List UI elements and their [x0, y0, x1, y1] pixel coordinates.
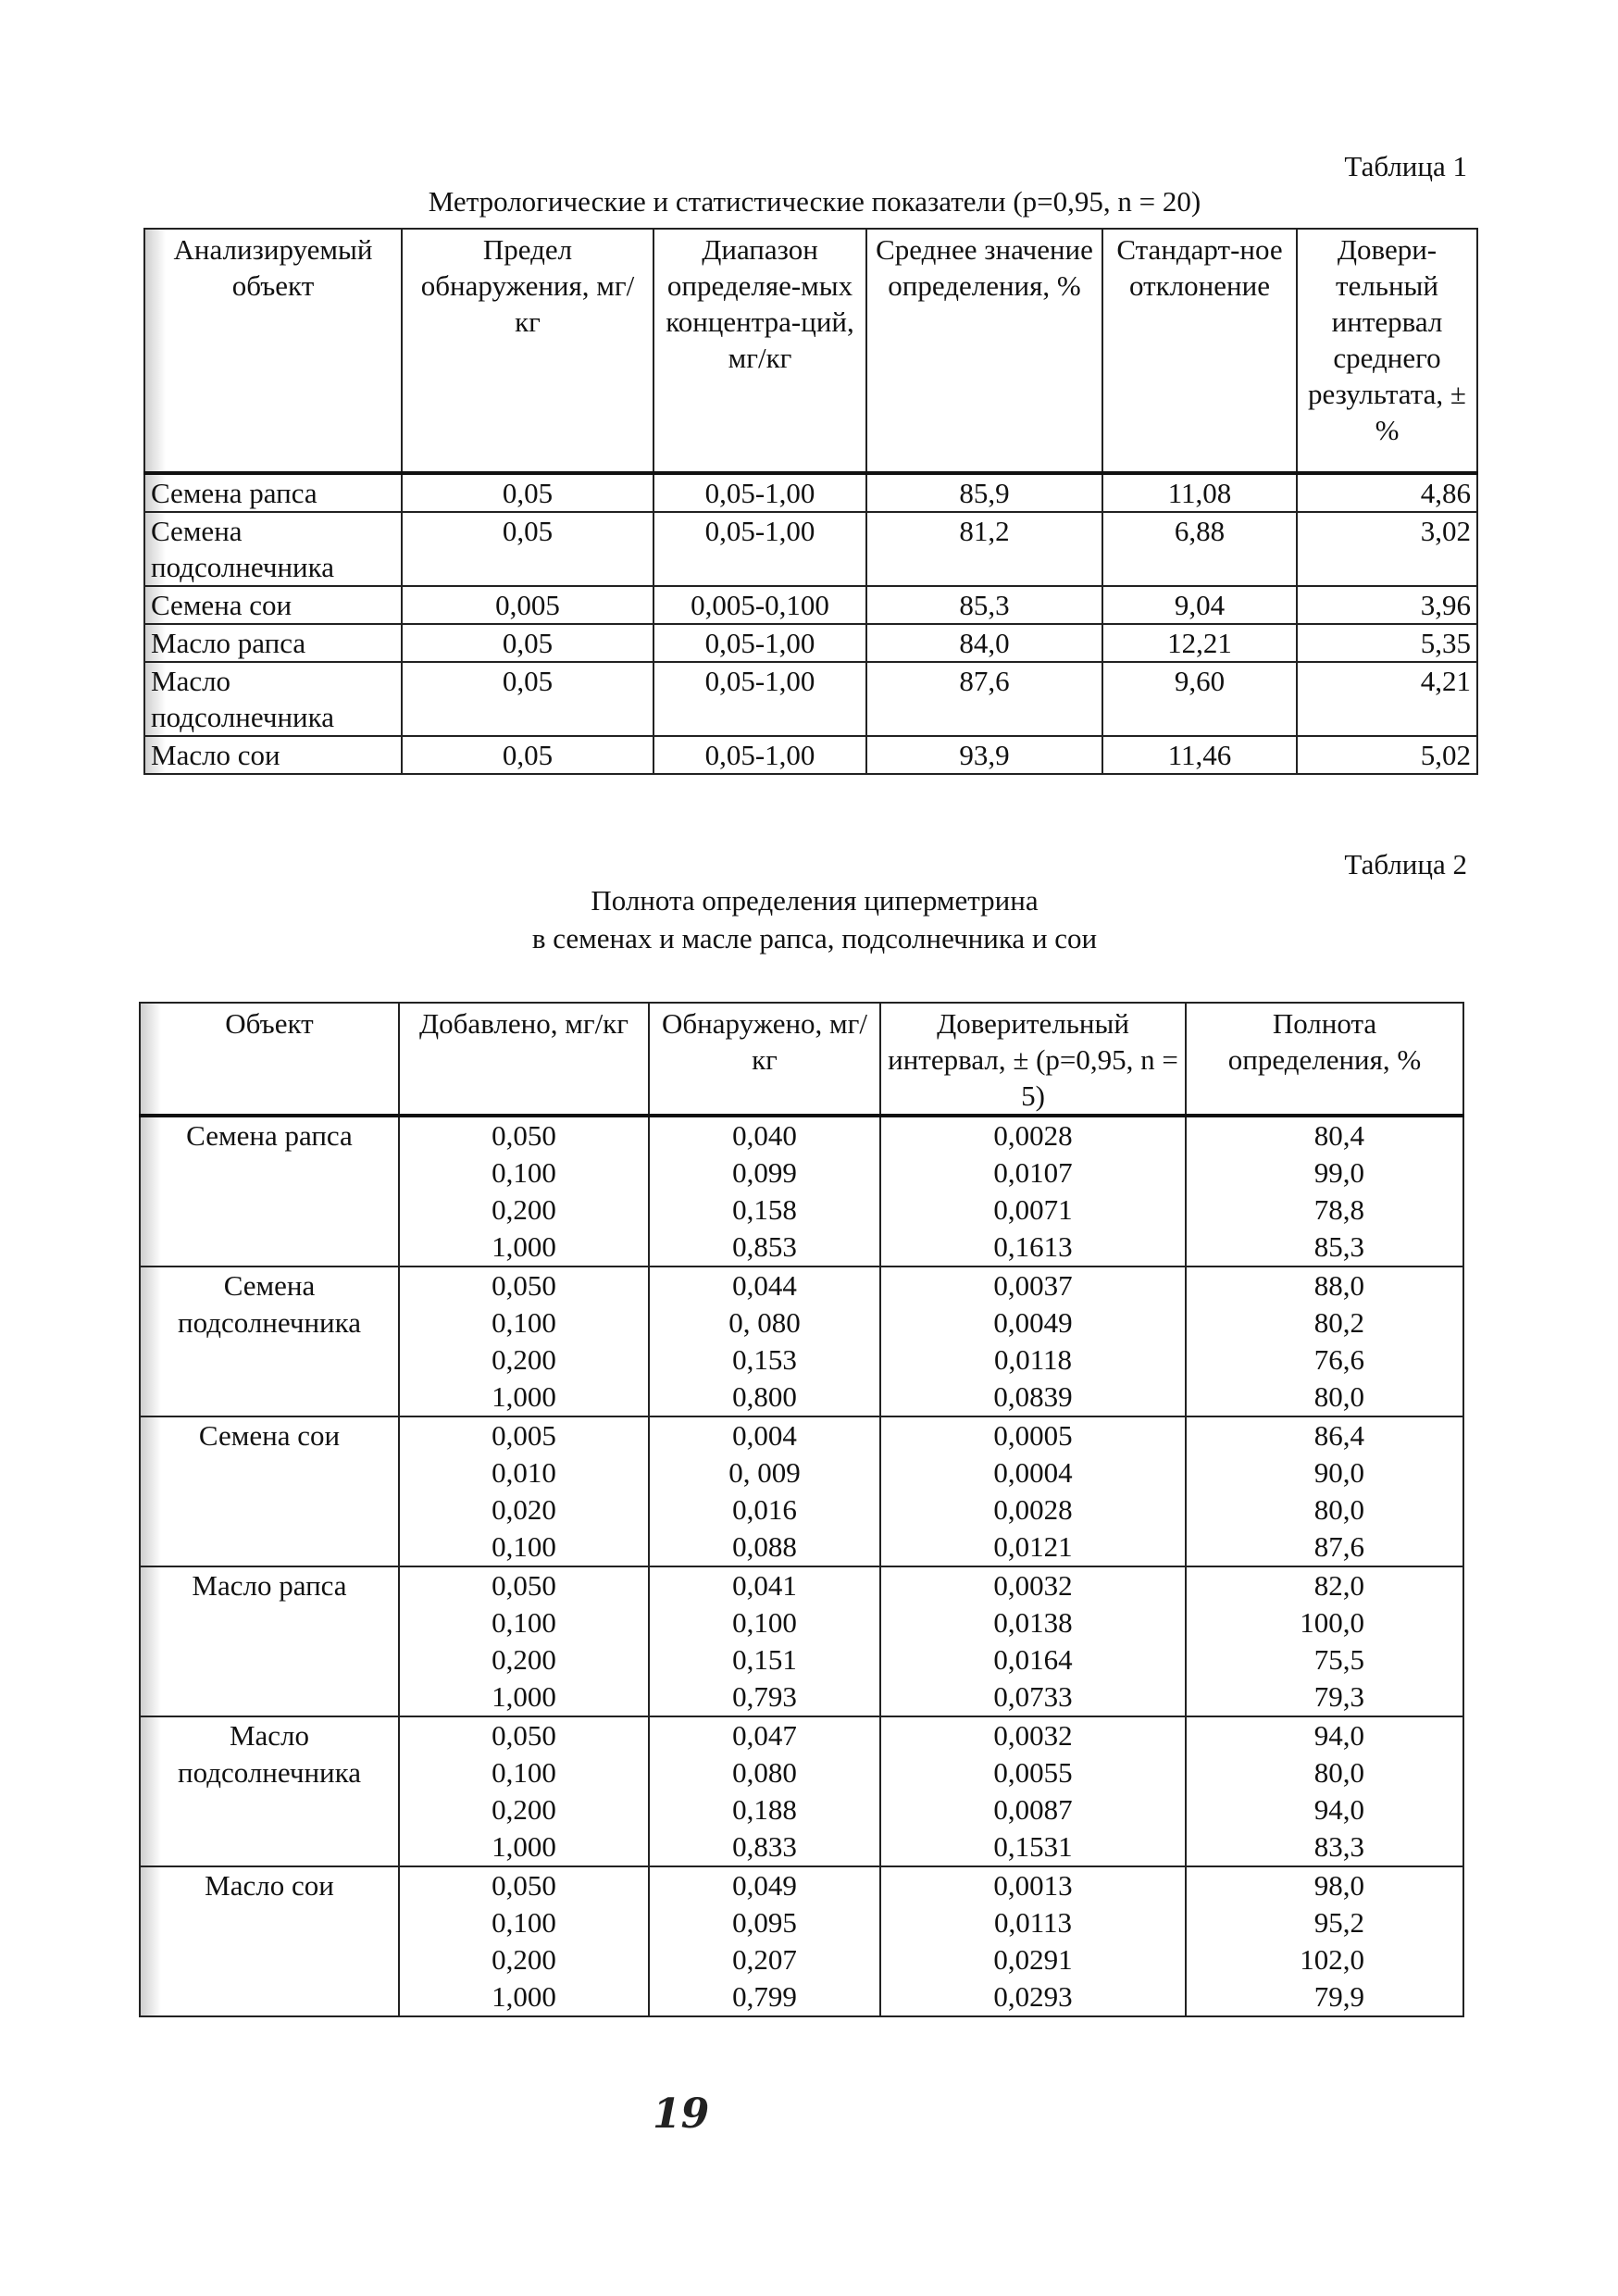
table-row — [140, 1416, 1463, 1566]
table2-body — [140, 1116, 1463, 2016]
range-cell: 0,05-1,00 — [653, 512, 866, 586]
table-row — [144, 624, 1477, 662]
table1-label: Таблица 1 — [1344, 150, 1467, 182]
value-line: 0, 080 — [728, 1306, 801, 1339]
table2 — [139, 1002, 1464, 2017]
value-line: 0,080 — [732, 1756, 797, 1789]
object-cell: Семена подсолнечника — [140, 1267, 399, 1416]
table2-header-added: Добавлено, мг/кг — [399, 1003, 649, 1116]
table1 — [143, 228, 1478, 775]
value-line: 0,799 — [732, 1980, 797, 2013]
table-row — [144, 736, 1477, 774]
value-line: 79,3 — [1313, 1680, 1364, 1713]
value-line: 0,0005 — [993, 1419, 1073, 1452]
value-line: 0,793 — [732, 1680, 797, 1713]
value-line: 0,200 — [492, 1943, 556, 1976]
ci-cell — [880, 1716, 1186, 1866]
value-line: 0,158 — [732, 1193, 797, 1226]
value-line: 0,100 — [492, 1530, 556, 1563]
value-line: 80,0 — [1313, 1380, 1364, 1413]
value-line: 0,151 — [732, 1643, 797, 1676]
ci-cell — [880, 1416, 1186, 1566]
table-row — [140, 1866, 1463, 2016]
value-line: 0,0013 — [993, 1869, 1073, 1902]
table-row — [144, 662, 1477, 736]
value-line: 0,0839 — [993, 1380, 1073, 1413]
value-line: 0,833 — [732, 1830, 797, 1863]
table1-header-sd: Стандарт-ное отклонение — [1102, 229, 1297, 473]
value-line: 80,4 — [1313, 1119, 1364, 1152]
limit-cell: 0,05 — [402, 624, 653, 662]
sd-cell: 6,88 — [1102, 512, 1297, 586]
value-line: 0,200 — [492, 1793, 556, 1826]
value-line: 0,047 — [732, 1719, 797, 1752]
value-line: 1,000 — [492, 1830, 556, 1863]
value-line: 0,0055 — [993, 1756, 1073, 1789]
value-line: 80,0 — [1313, 1493, 1364, 1526]
object-cell: Масло подсолнечника — [140, 1716, 399, 1866]
object-cell: Семена подсолнечника — [144, 512, 402, 586]
added-cell — [399, 1716, 649, 1866]
sd-cell: 9,04 — [1102, 586, 1297, 624]
added-cell — [399, 1267, 649, 1416]
ci-cell: 3,02 — [1297, 512, 1477, 586]
value-line: 0,0032 — [993, 1569, 1073, 1602]
added-cell — [399, 1416, 649, 1566]
mean-cell: 81,2 — [866, 512, 1102, 586]
value-line: 0,050 — [492, 1719, 556, 1752]
table1-header-limit: Предел обнаружения, мг/кг — [402, 229, 653, 473]
value-line: 0,0164 — [993, 1643, 1073, 1676]
value-line: 0,044 — [732, 1269, 797, 1302]
sd-cell: 11,46 — [1102, 736, 1297, 774]
value-line: 86,4 — [1313, 1419, 1364, 1452]
mean-cell: 85,3 — [866, 586, 1102, 624]
value-line: 0,041 — [732, 1569, 797, 1602]
sd-cell: 11,08 — [1102, 473, 1297, 512]
value-line: 0,040 — [732, 1119, 797, 1152]
added-cell — [399, 1866, 649, 2016]
value-line: 0,1531 — [993, 1830, 1073, 1863]
table1-header-object: Анализируемый объект — [144, 229, 402, 473]
recovery-cell — [1186, 1566, 1463, 1716]
value-line: 0,050 — [492, 1869, 556, 1902]
recovery-cell — [1186, 1116, 1463, 1267]
value-line: 0,0138 — [993, 1606, 1073, 1639]
recovery-cell — [1186, 1716, 1463, 1866]
value-line: 0,050 — [492, 1569, 556, 1602]
ci-cell — [880, 1566, 1186, 1716]
mean-cell: 84,0 — [866, 624, 1102, 662]
value-line: 0,0028 — [993, 1493, 1073, 1526]
object-cell: Масло рапса — [140, 1566, 399, 1716]
value-line: 1,000 — [492, 1680, 556, 1713]
table-row — [140, 1716, 1463, 1866]
table-row — [144, 586, 1477, 624]
added-cell — [399, 1566, 649, 1716]
table-row — [140, 1566, 1463, 1716]
value-line: 1,000 — [492, 1980, 556, 2013]
table-row — [140, 1267, 1463, 1416]
table-row — [144, 473, 1477, 512]
page-number-text: 19 — [653, 2090, 710, 2138]
ci-cell: 3,96 — [1297, 586, 1477, 624]
value-line: 0,016 — [732, 1493, 797, 1526]
value-line: 0,049 — [732, 1869, 797, 1902]
value-line: 0,0032 — [993, 1719, 1073, 1752]
value-line: 94,0 — [1313, 1719, 1364, 1752]
recovery-cell — [1186, 1267, 1463, 1416]
value-line: 94,0 — [1313, 1793, 1364, 1826]
value-line: 0,200 — [492, 1193, 556, 1226]
recovery-cell — [1186, 1866, 1463, 2016]
object-cell: Масло сои — [144, 736, 402, 774]
value-line: 0,800 — [732, 1380, 797, 1413]
ci-cell — [880, 1866, 1186, 2016]
value-line: 0,188 — [732, 1793, 797, 1826]
table2-header-row — [140, 1003, 1463, 1116]
limit-cell: 0,05 — [402, 473, 653, 512]
table2-header-object: Объект — [140, 1003, 399, 1116]
table2-header-recovery: Полнота определения, % — [1186, 1003, 1463, 1116]
sd-cell: 12,21 — [1102, 624, 1297, 662]
table2-title-line2: в семенах и масле рапса, подсолнечника и сои — [531, 922, 1098, 955]
value-line: 99,0 — [1313, 1156, 1364, 1189]
value-line: 88,0 — [1313, 1269, 1364, 1302]
value-line: 1,000 — [492, 1380, 556, 1413]
value-line: 0,050 — [492, 1269, 556, 1302]
object-cell: Семена сои — [144, 586, 402, 624]
value-line: 0,100 — [492, 1756, 556, 1789]
value-line: 0,010 — [492, 1456, 556, 1489]
range-cell: 0,005-0,100 — [653, 586, 866, 624]
value-line: 0,088 — [732, 1530, 797, 1563]
limit-cell: 0,05 — [402, 662, 653, 736]
value-line: 0,0291 — [993, 1943, 1073, 1976]
ci-cell: 4,21 — [1297, 662, 1477, 736]
value-line: 98,0 — [1313, 1869, 1364, 1902]
value-line: 0,005 — [492, 1419, 556, 1452]
value-line: 0,1613 — [993, 1230, 1073, 1263]
value-line: 1,000 — [492, 1230, 556, 1263]
range-cell: 0,05-1,00 — [653, 662, 866, 736]
limit-cell: 0,05 — [402, 512, 653, 586]
value-line: 0,853 — [732, 1230, 797, 1263]
value-line: 87,6 — [1313, 1530, 1364, 1563]
table2-title-line1: Полнота определения циперметрина — [591, 884, 1039, 917]
range-cell: 0,05-1,00 — [653, 624, 866, 662]
value-line: 80,2 — [1313, 1306, 1364, 1339]
value-line: 0,100 — [492, 1306, 556, 1339]
value-line: 100,0 — [1300, 1606, 1364, 1639]
page-number — [653, 2090, 727, 2146]
value-line: 0,100 — [492, 1606, 556, 1639]
limit-cell: 0,005 — [402, 586, 653, 624]
value-line: 83,3 — [1313, 1830, 1364, 1863]
value-line: 0,0037 — [993, 1269, 1073, 1302]
table1-header-ci: Довери-тельный интервал среднего результата, ±% — [1297, 229, 1477, 473]
table-row — [144, 512, 1477, 586]
value-line: 80,0 — [1313, 1756, 1364, 1789]
limit-cell: 0,05 — [402, 736, 653, 774]
object-cell: Масло подсолнечника — [144, 662, 402, 736]
ci-cell: 4,86 — [1297, 473, 1477, 512]
value-line: 0,0107 — [993, 1156, 1073, 1189]
table1-header-mean: Среднее значение определения, % — [866, 229, 1102, 473]
table1-header-range: Диапазон определяе-мых концентра-ций, мг/кг — [653, 229, 866, 473]
value-line: 0, 009 — [728, 1456, 801, 1489]
value-line: 0,095 — [732, 1906, 797, 1939]
table2-header-ci: Доверительный интервал, ± (р=0,95, n = 5) — [880, 1003, 1186, 1116]
value-line: 0,0028 — [993, 1119, 1073, 1152]
value-line: 0,0118 — [993, 1343, 1073, 1376]
value-line: 79,9 — [1313, 1980, 1364, 2013]
object-cell: Семена рапса — [140, 1116, 399, 1267]
table-row — [140, 1116, 1463, 1267]
recovery-cell — [1186, 1416, 1463, 1566]
value-line: 0,050 — [492, 1119, 556, 1152]
object-cell: Масло сои — [140, 1866, 399, 2016]
value-line: 0,0121 — [993, 1530, 1073, 1563]
value-line: 0,0113 — [993, 1906, 1073, 1939]
table1-title: Метрологические и статистические показатели (р=0,95, n = 20) — [428, 185, 1201, 218]
ci-cell — [880, 1116, 1186, 1267]
value-line: 0,200 — [492, 1343, 556, 1376]
value-line: 102,0 — [1300, 1943, 1364, 1976]
mean-cell: 85,9 — [866, 473, 1102, 512]
found-cell — [649, 1866, 880, 2016]
ci-cell: 5,35 — [1297, 624, 1477, 662]
added-cell — [399, 1116, 649, 1267]
value-line: 0,0004 — [993, 1456, 1073, 1489]
value-line: 95,2 — [1313, 1906, 1364, 1939]
object-cell: Семена сои — [140, 1416, 399, 1566]
table2-label: Таблица 2 — [1344, 848, 1467, 880]
value-line: 0,0733 — [993, 1680, 1073, 1713]
found-cell — [649, 1716, 880, 1866]
ci-cell: 5,02 — [1297, 736, 1477, 774]
value-line: 0,004 — [732, 1419, 797, 1452]
found-cell — [649, 1416, 880, 1566]
value-line: 82,0 — [1313, 1569, 1364, 1602]
found-cell — [649, 1267, 880, 1416]
table1-header-row — [144, 229, 1477, 473]
value-line: 85,3 — [1313, 1230, 1364, 1263]
range-cell: 0,05-1,00 — [653, 736, 866, 774]
value-line: 0,100 — [732, 1606, 797, 1639]
table2-header-found: Обнаружено, мг/кг — [649, 1003, 880, 1116]
value-line: 0,099 — [732, 1156, 797, 1189]
value-line: 0,153 — [732, 1343, 797, 1376]
value-line: 0,0087 — [993, 1793, 1073, 1826]
value-line: 0,207 — [732, 1943, 797, 1976]
value-line: 0,200 — [492, 1643, 556, 1676]
range-cell: 0,05-1,00 — [653, 473, 866, 512]
object-cell: Семена рапса — [144, 473, 402, 512]
found-cell — [649, 1116, 880, 1267]
value-line: 0,0071 — [993, 1193, 1073, 1226]
mean-cell: 87,6 — [866, 662, 1102, 736]
value-line: 0,0049 — [993, 1306, 1073, 1339]
found-cell — [649, 1566, 880, 1716]
ci-cell — [880, 1267, 1186, 1416]
value-line: 0,0293 — [993, 1980, 1073, 2013]
value-line: 76,6 — [1313, 1343, 1364, 1376]
sd-cell: 9,60 — [1102, 662, 1297, 736]
mean-cell: 93,9 — [866, 736, 1102, 774]
object-cell: Масло рапса — [144, 624, 402, 662]
value-line: 0,020 — [492, 1493, 556, 1526]
value-line: 0,100 — [492, 1156, 556, 1189]
value-line: 90,0 — [1313, 1456, 1364, 1489]
value-line: 75,5 — [1313, 1643, 1364, 1676]
value-line: 78,8 — [1313, 1193, 1364, 1226]
value-line: 0,100 — [492, 1906, 556, 1939]
